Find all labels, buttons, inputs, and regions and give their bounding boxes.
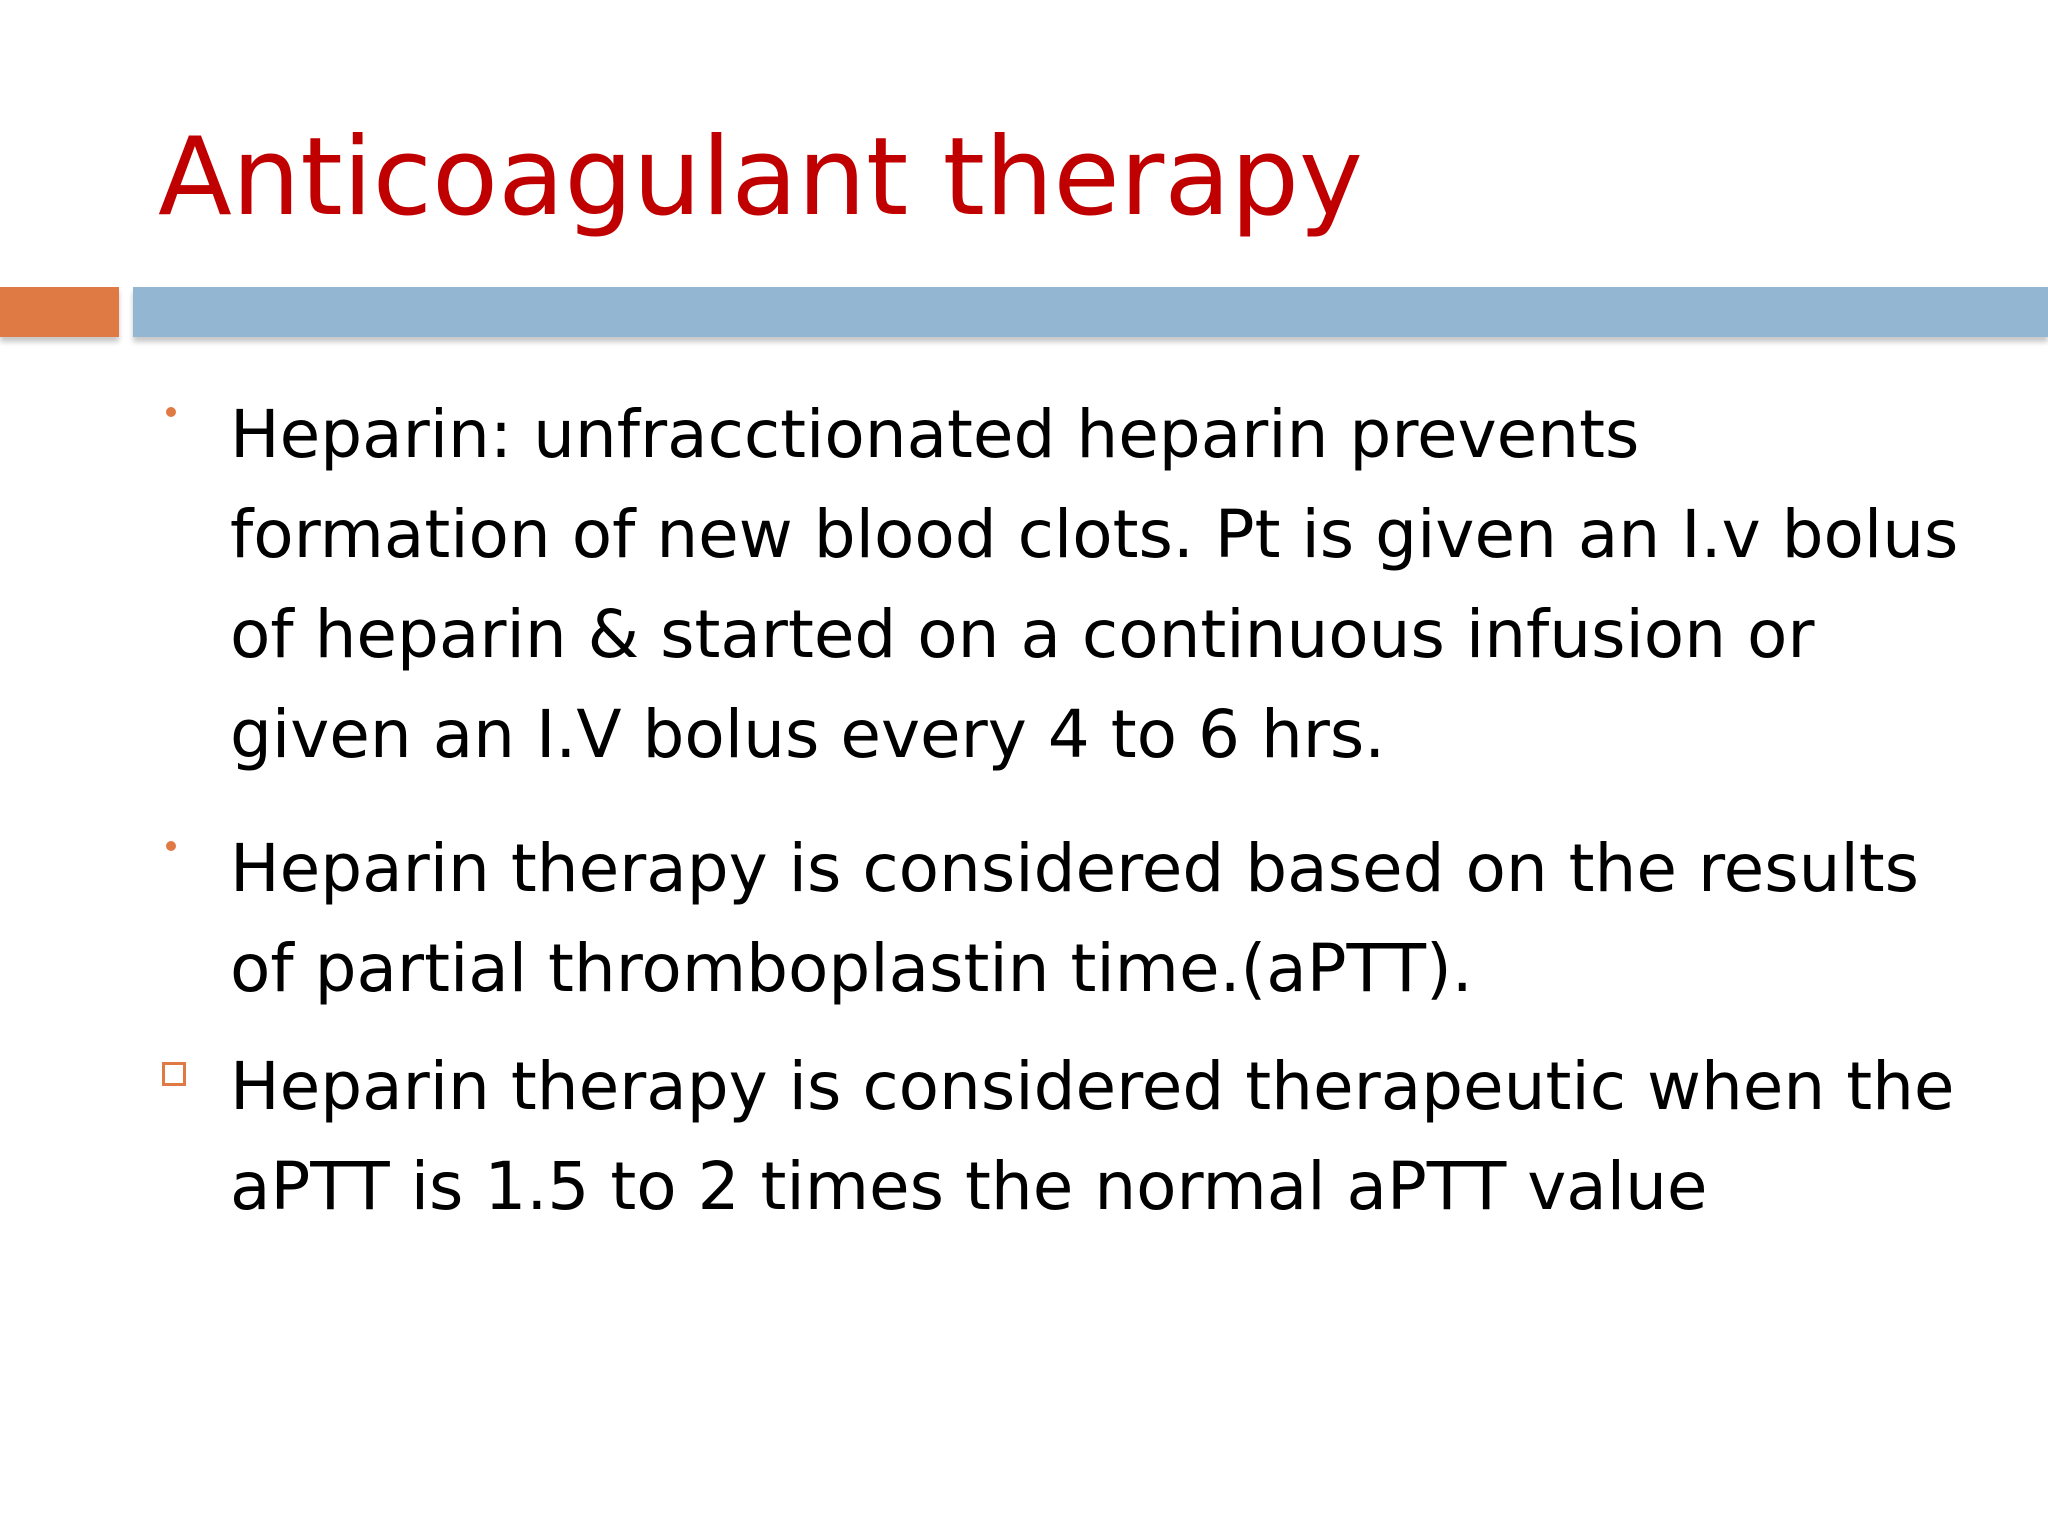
dot-icon [166,407,176,417]
bullet-item-aptt-results [158,819,1978,1019]
orange-accent-bar [0,287,119,337]
blue-accent-bar [133,287,2048,337]
slide-title: Anticoagulant therapy [158,115,1363,240]
bullet-item-therapeutic-range [158,1037,1978,1237]
bullet-text: Heparin: unfracctionated heparin prevents formation of new blood clots. Pt is given an I.v bolus of heparin & started on a continuous infusion or given an I.V bolus every 4 to 6 hrs. [230,396,1959,773]
bullet-item-heparin-bolus [158,385,1978,785]
bullet-text: Heparin therapy is considered based on the results of partial thromboplastin time.(aPTT). [230,830,1920,1007]
square-icon [162,1062,186,1086]
bullet-text: Heparin therapy is considered therapeutic when the aPTT is 1.5 to 2 times the normal aPTT value [230,1048,1955,1225]
dot-icon [166,841,176,851]
bullet-list [158,385,1978,1237]
